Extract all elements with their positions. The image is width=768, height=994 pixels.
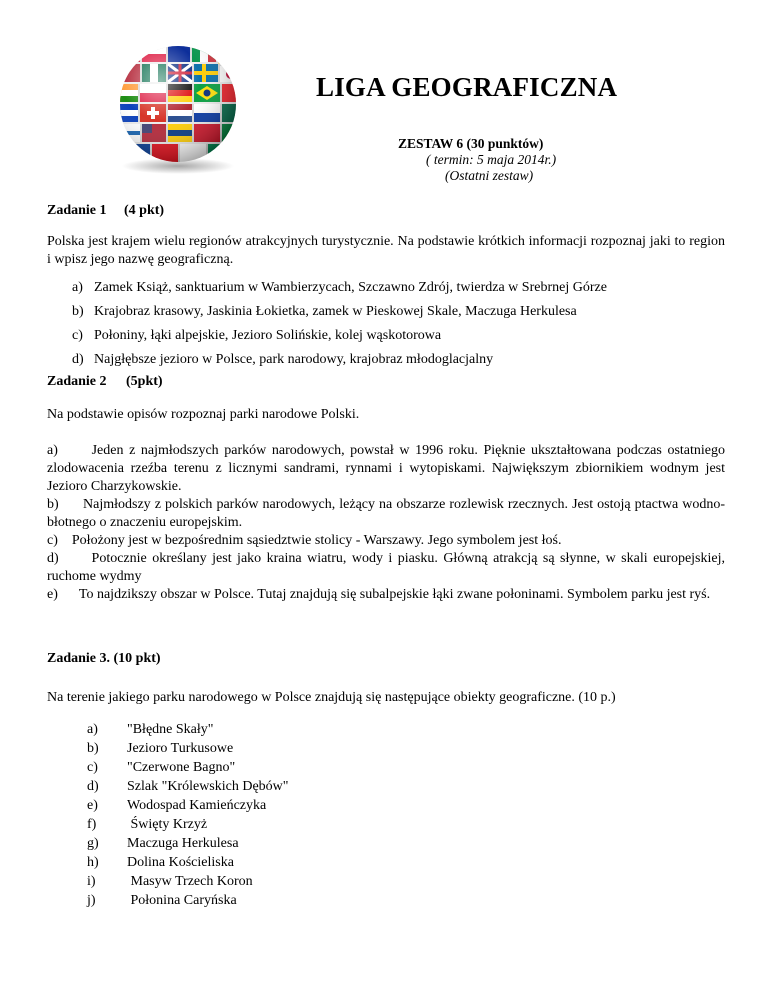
task-3-heading: Zadanie 3. (10 pkt): [47, 651, 161, 666]
list-item: [47, 442, 725, 496]
task-1-points: (4 pkt): [124, 203, 165, 218]
item-text: Najgłębsze jezioro w Polsce, park narodowy, krajobraz młodoglacjalny: [94, 352, 494, 367]
item-label: i): [87, 874, 96, 889]
item-text: Masyw Trzech Koron: [127, 874, 253, 889]
set-note: (Ostatni zestaw): [445, 168, 534, 183]
item-label: d): [72, 352, 84, 367]
list-item: [87, 817, 387, 835]
item-label: a): [72, 280, 83, 295]
item-text: Jeden z najmłodszych parków narodowych, powstał w 1996 roku. Pięknie ukształtowana podczas ostatniego zlodowacenia rzeźba terenu z licznymi sandrami, rynnami i wytopiskami. Największym zbiornikiem wodnym jest Jezioro Charzykowskie.: [47, 443, 726, 494]
item-text: "Czerwone Bagno": [127, 760, 236, 775]
item-label: b): [72, 304, 84, 319]
list-item: [87, 893, 387, 911]
item-label: d): [87, 779, 99, 794]
item-label: c): [87, 760, 98, 775]
task-2-points: (5pkt): [126, 374, 163, 389]
set-title: ZESTAW 6 (30 punktów): [398, 136, 544, 151]
item-label: d): [47, 551, 59, 566]
task-2-intro: Na podstawie opisów rozpoznaj parki narodowe Polski.: [47, 407, 360, 422]
item-label: c): [47, 533, 58, 548]
deadline-text: ( termin: 5 maja 2014r.): [426, 152, 557, 167]
list-item: [47, 496, 725, 532]
task-1-heading: [47, 203, 164, 219]
task-2-heading: [47, 374, 163, 390]
item-label: e): [47, 587, 58, 602]
item-label: j): [87, 893, 96, 908]
page-title: LIGA GEOGRAFICZNA: [316, 72, 618, 102]
item-text: Dolina Kościeliska: [127, 855, 234, 870]
item-text: Połoniny, łąki alpejskie, Jezioro Solińskie, kolej wąskotorowa: [94, 328, 442, 343]
list-item: [87, 779, 387, 797]
item-text: Potocznie określany jest jako kraina wiatru, wody i piasku. Główną atrakcją są słynne, w skali europejskiej, ruchome wydmy: [47, 551, 725, 584]
task-2-label: Zadanie 2: [47, 374, 107, 389]
item-text: Jezioro Turkusowe: [127, 741, 234, 756]
item-text: "Błędne Skały": [127, 722, 214, 737]
item-label: a): [87, 722, 98, 737]
item-text: Maczuga Herkulesa: [127, 836, 239, 851]
list-item: [87, 855, 387, 873]
list-item: [72, 280, 607, 296]
item-text: Połonina Caryńska: [127, 893, 237, 908]
list-item: [47, 550, 725, 586]
item-label: e): [87, 798, 98, 813]
item-text: Krajobraz krasowy, Jaskinia Łokietka, zamek w Pieskowej Skale, Maczuga Herkulesa: [94, 304, 577, 319]
item-text: Zamek Książ, sanktuarium w Wambierzycach, Szczawno Zdrój, twierdza w Srebrnej Górze: [94, 280, 607, 295]
list-item: [72, 304, 577, 320]
list-item: [72, 352, 493, 368]
task-1-intro: Polska jest krajem wielu regionów atrakcyjnych turystycznie. Na podstawie krótkich informacji rozpoznaj jaki to region i wpisz jego nazwę geograficzną.: [47, 234, 725, 267]
list-item: [87, 836, 387, 854]
task-1-label: Zadanie 1: [47, 203, 107, 218]
item-label: b): [47, 497, 59, 512]
list-item: [87, 874, 387, 892]
item-label: c): [72, 328, 83, 343]
list-item: [72, 328, 441, 344]
item-label: b): [87, 741, 99, 756]
item-text: Najmłodszy z polskich parków narodowych, leżący na obszarze rozlewisk rzecznych. Jest ostoją ptactwa wodno-błotnego o znaczeniu europejskim.: [47, 497, 726, 530]
item-text: Wodospad Kamieńczyka: [127, 798, 267, 813]
item-label: f): [87, 817, 97, 832]
item-label: a): [47, 443, 58, 458]
item-text: Szlak "Królewskich Dębów": [127, 779, 289, 794]
item-text: Położony jest w bezpośrednim sąsiedztwie stolicy - Warszawy. Jego symbolem jest łoś.: [71, 533, 562, 548]
list-item: [87, 741, 387, 759]
list-item: [87, 798, 387, 816]
list-item: [47, 586, 725, 604]
task-3-intro: Na terenie jakiego parku narodowego w Polsce znajdują się następujące obiekty geograficzne. (10 p.): [47, 690, 616, 705]
list-item: [47, 532, 725, 550]
item-text: Święty Krzyż: [127, 817, 208, 832]
item-label: g): [87, 836, 99, 851]
list-item: [87, 760, 387, 778]
list-item: [87, 722, 387, 740]
item-text: To najdzikszy obszar w Polsce. Tutaj znajdują się subalpejskie łąki zwane połoninami. Symbolem parku jest ryś.: [78, 587, 711, 602]
flag-globe-logo: [100, 38, 256, 178]
item-label: h): [87, 855, 99, 870]
